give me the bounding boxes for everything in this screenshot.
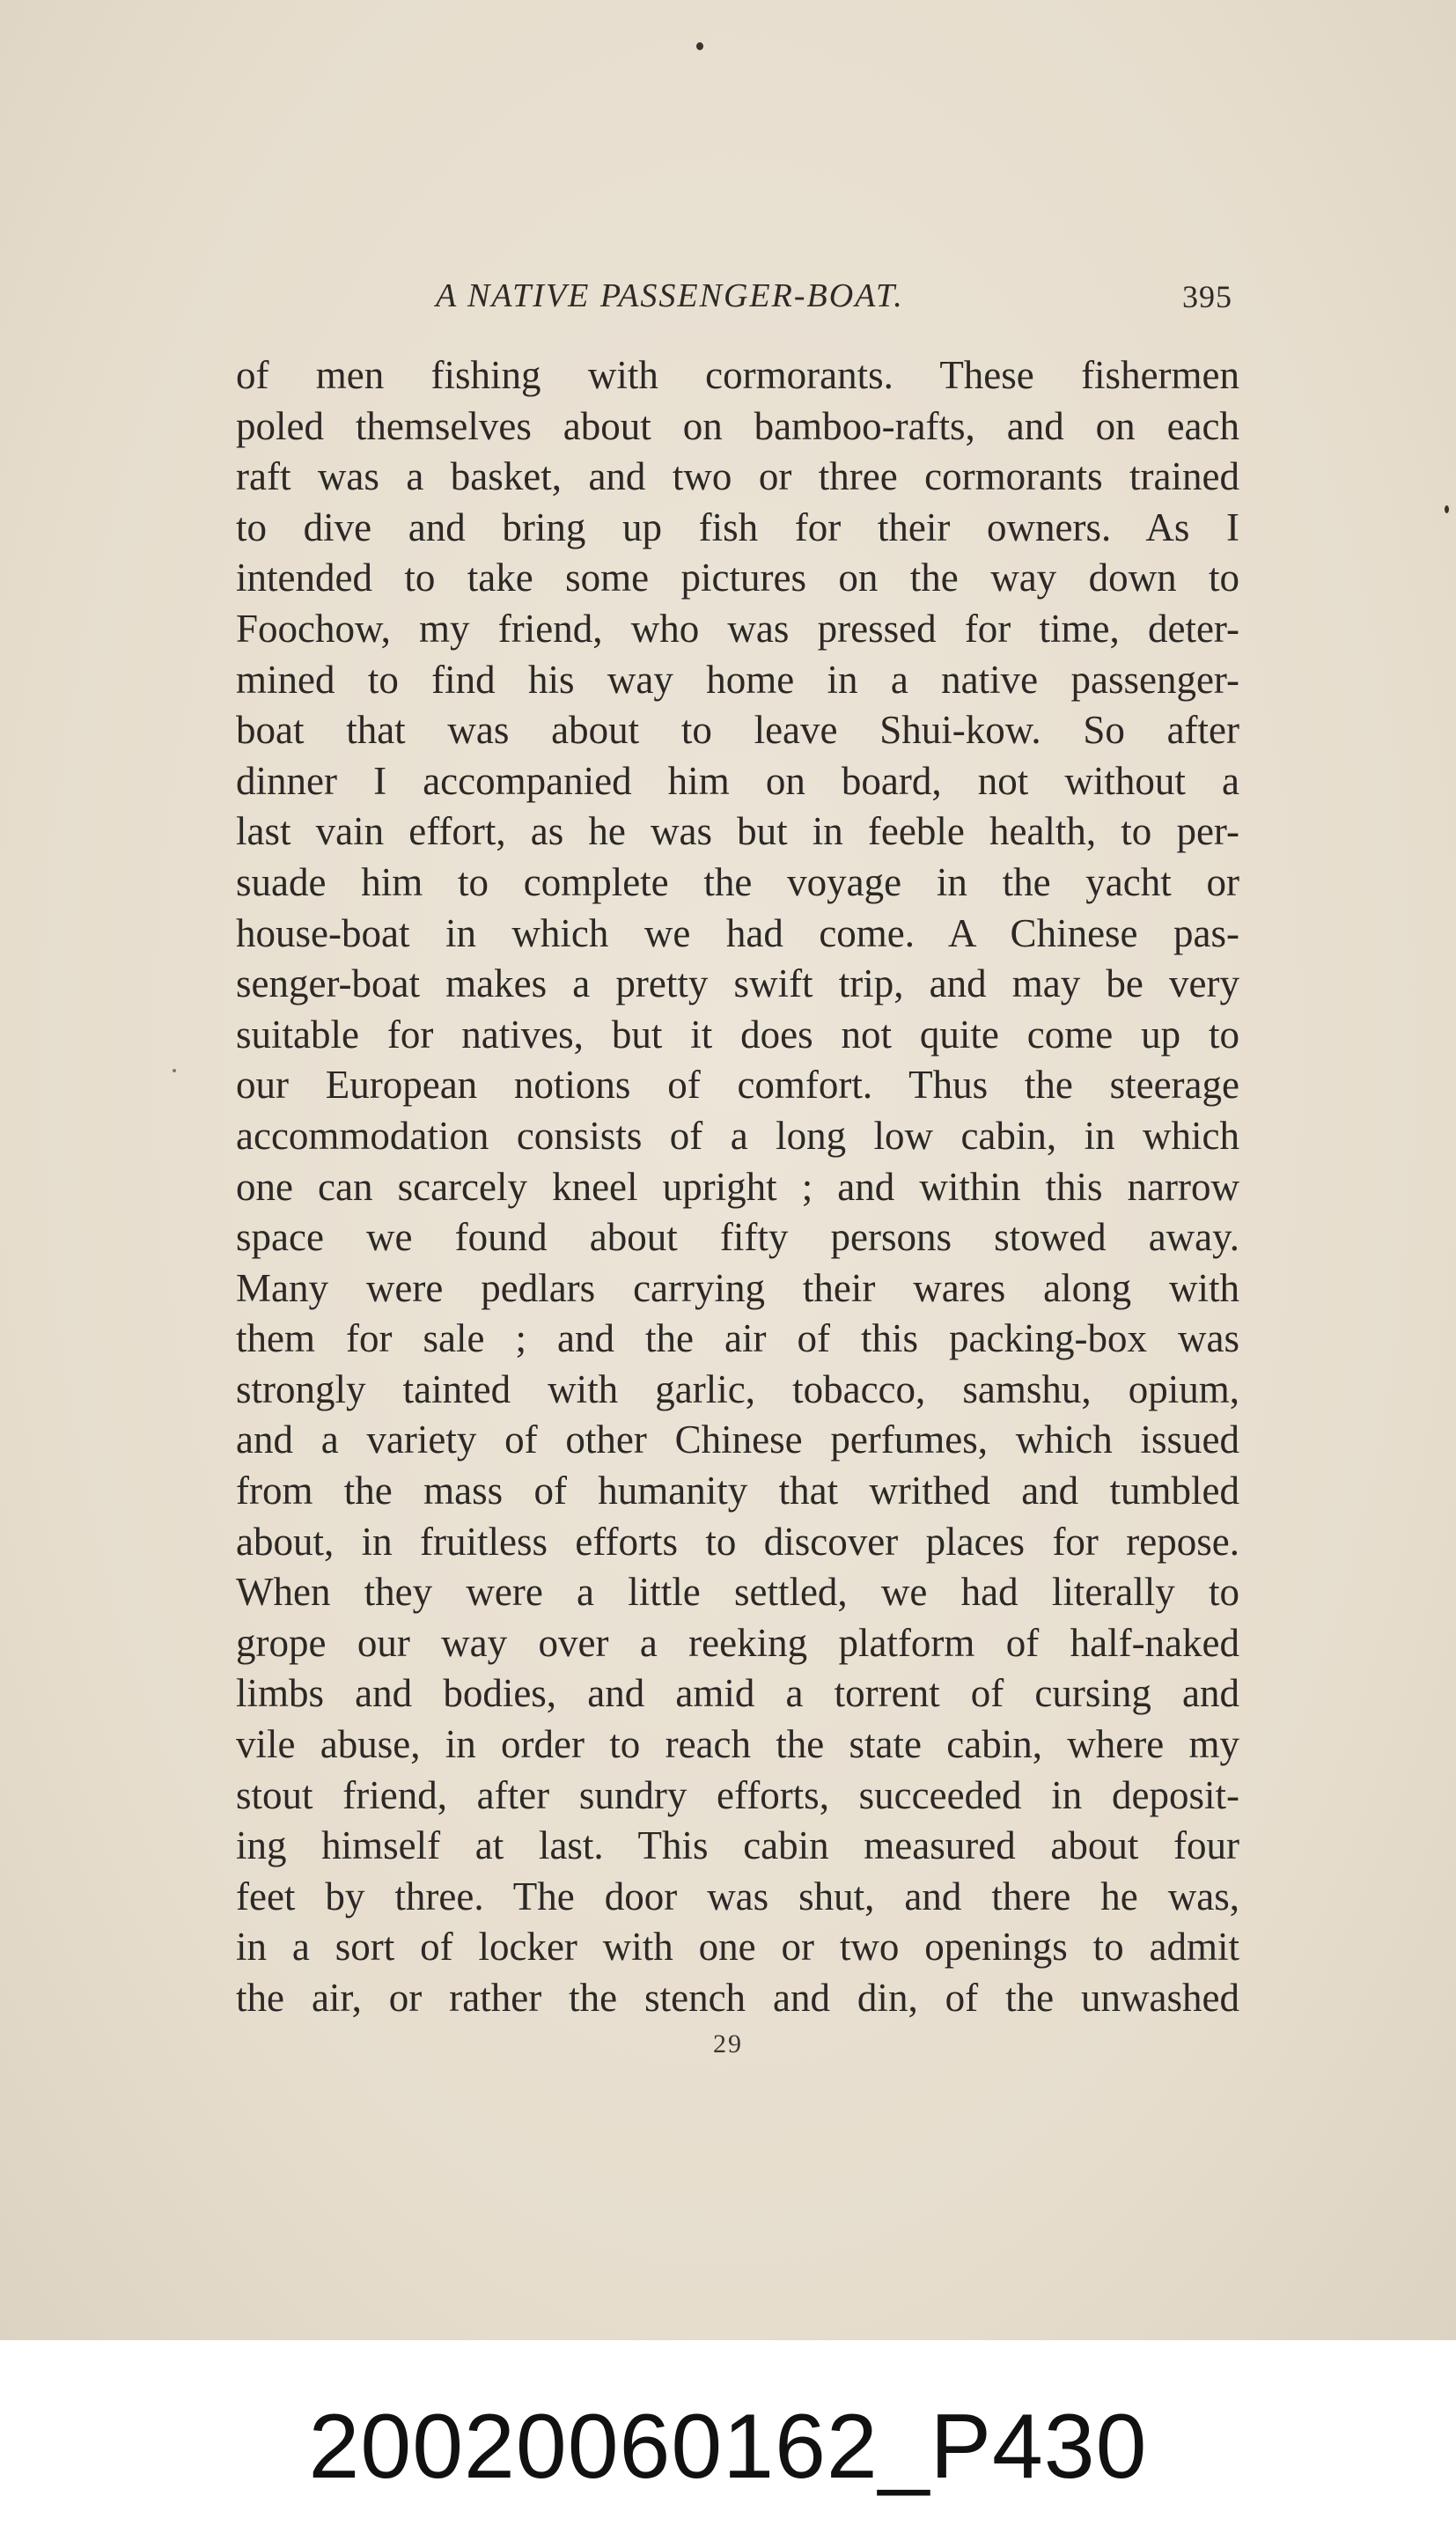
ink-speck (1445, 505, 1449, 513)
text-line: our European notions of comfort. Thus the steerage (236, 1063, 1239, 1108)
running-head (238, 271, 1232, 324)
signature-mark: 29 (713, 2029, 743, 2058)
text-line: intended to take some pictures on the way down to (236, 556, 1239, 600)
text-line: house-boat in which we had come. A Chinese pas- (236, 910, 1239, 955)
text-line: suade him to complete the voyage in the yacht or (236, 859, 1239, 904)
text-line: of men fishing with cormorants. These fishermen (236, 353, 1239, 397)
text-line: raft was a basket, and two or three cormorants trained (236, 454, 1239, 499)
text-line: and a variety of other Chinese perfumes, which issued (236, 1418, 1239, 1462)
text-line: stout friend, after sundry efforts, succeeded in deposit- (236, 1772, 1239, 1817)
image-identifier: 20020060162_P430 (308, 2396, 1148, 2498)
text-line: one can scarcely kneel upright ; and within this narrow (236, 1164, 1239, 1209)
text-line: mined to find his way home in a native passenger- (236, 657, 1239, 702)
body-text (236, 350, 1239, 2024)
text-line: limbs and bodies, and amid a torrent of cursing and (236, 1671, 1239, 1716)
text-line: last vain effort, as he was but in feeble health, to per- (236, 809, 1239, 854)
text-line: to dive and bring up fish for their owners. As I (236, 504, 1239, 549)
page-number: 395 (1182, 279, 1232, 314)
text-line: dinner I accompanied him on board, not without a (236, 758, 1239, 803)
text-line: Foochow, my friend, who was pressed for time, deter- (236, 606, 1239, 651)
text-line: When they were a little settled, we had literally to (236, 1570, 1239, 1615)
text-line: space we found about fifty persons stowed away. (236, 1215, 1239, 1260)
text-line: accommodation consists of a long low cabin, in which (236, 1113, 1239, 1158)
ink-speck (173, 1069, 176, 1072)
caption-bar (0, 2340, 1456, 2548)
text-line: the air, or rather the stench and din, of the unwashed (236, 1976, 1239, 2020)
text-line: poled themselves about on bamboo-rafts, and on each (236, 403, 1239, 448)
text-line: Many were pedlars carrying their wares along with (236, 1265, 1239, 1310)
text-line: about, in fruitless efforts to discover places for repose. (236, 1519, 1239, 1564)
text-line: vile abuse, in order to reach the state cabin, where my (236, 1722, 1239, 1767)
text-line: strongly tainted with garlic, tobacco, samshu, opium, (236, 1366, 1239, 1411)
text-line: them for sale ; and the air of this packing-box was (236, 1316, 1239, 1361)
text-line: in a sort of locker with one or two openings to admit (236, 1925, 1239, 1970)
ink-speck (696, 42, 703, 50)
running-title: A NATIVE PASSENGER-BOAT. (436, 277, 904, 314)
text-line: ing himself at last. This cabin measured about four (236, 1823, 1239, 1868)
text-line: feet by three. The door was shut, and there he was, (236, 1874, 1239, 1918)
text-line: boat that was about to leave Shui-kow. So after (236, 708, 1239, 753)
text-line: suitable for natives, but it does not quite come up to (236, 1012, 1239, 1057)
text-line: grope our way over a reeking platform of half-naked (236, 1620, 1239, 1665)
text-line: senger-boat makes a pretty swift trip, and may be very (236, 961, 1239, 1006)
text-line: from the mass of humanity that writhed and tumbled (236, 1469, 1239, 1513)
